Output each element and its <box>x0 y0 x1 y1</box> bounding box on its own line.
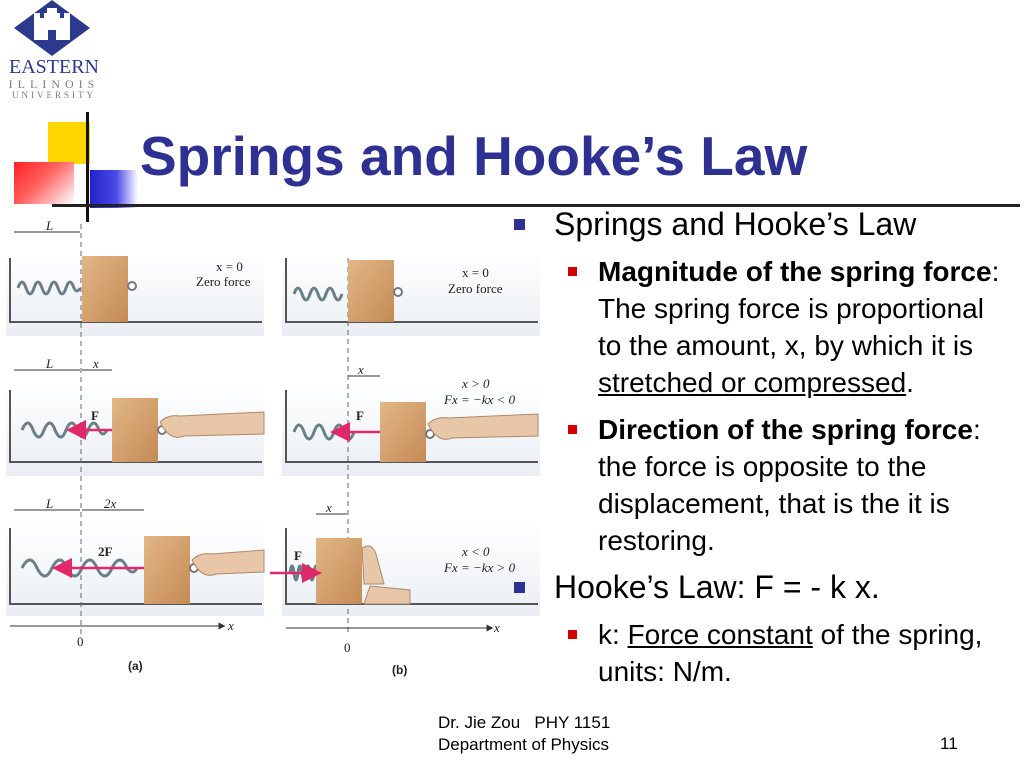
axis-0-b: 0 <box>344 640 351 655</box>
axis-x-b: x <box>494 620 500 635</box>
label-x-a2: x <box>93 356 99 371</box>
block-a3 <box>144 536 190 604</box>
label-xlt0-b3: x < 0 <box>462 544 490 559</box>
label-F-b2: F <box>356 408 364 423</box>
spring-diagram-figure <box>0 218 545 688</box>
hand-a2-icon <box>160 412 264 437</box>
bullet-springs-text: Springs and Hooke’s Law <box>554 206 917 242</box>
logo-eastern-text: EASTERN <box>9 56 99 78</box>
force-constant-text: of the spring, units: N/m. <box>598 619 983 687</box>
label-x-b2: x <box>358 362 364 377</box>
footer-department: Department of Physics <box>438 735 610 754</box>
magnitude-period: . <box>906 367 914 398</box>
block-b3 <box>316 538 362 604</box>
eastern-illinois-logo <box>0 0 105 105</box>
sub-bullet-force-constant <box>514 616 1014 690</box>
label-F-a2: F <box>91 408 99 423</box>
footer-author <box>438 712 610 756</box>
label-2x-a3: 2x <box>104 496 117 511</box>
bullet-list <box>514 206 1014 690</box>
bullet-marker <box>514 219 525 230</box>
block-b1 <box>348 260 394 322</box>
axis-x-a: x <box>228 618 234 633</box>
logo-illinois-text: ILLINOIS <box>8 77 100 91</box>
axis-0-a: 0 <box>77 634 84 649</box>
bullet-hookes-law <box>514 569 1014 606</box>
label-F-b3: F <box>294 548 302 563</box>
caption-a: (a) <box>128 659 143 673</box>
castle-emblem-icon <box>0 0 105 56</box>
label-L-a2: L <box>46 356 54 371</box>
label-fx-b3: Fx = −kx > 0 <box>444 560 516 575</box>
label-x0-a: x = 0 <box>216 259 243 274</box>
label-zero-force-a: Zero force <box>196 274 251 289</box>
footer-author-line: Dr. Jie Zou PHY 1151 <box>438 713 611 732</box>
block-b2 <box>380 402 426 462</box>
label-L-a1: L <box>46 218 54 233</box>
direction-text: : the force is opposite to the displacement, that is the it is restoring. <box>598 414 981 556</box>
force-constant-underlined: Force constant <box>627 619 813 650</box>
block-a2 <box>112 398 158 462</box>
label-fx-b2: Fx = −kx < 0 <box>444 392 516 407</box>
label-L-a3: L <box>46 496 54 511</box>
block-a1 <box>82 256 128 322</box>
sub-bullet-magnitude <box>514 253 1014 401</box>
label-x0-b: x = 0 <box>462 265 489 280</box>
magnitude-underlined: stretched or compressed <box>598 367 907 398</box>
deco-yellow-square <box>48 122 90 164</box>
bullet-marker <box>514 582 525 593</box>
deco-blue-square <box>90 170 138 208</box>
label-2F-a3: 2F <box>98 544 113 559</box>
slide-number: 11 <box>940 734 958 753</box>
hand-a3-icon <box>192 550 264 575</box>
bullet-springs <box>514 206 1014 243</box>
caption-b: (b) <box>392 663 408 677</box>
slide-title: Springs and Hooke’s Law <box>140 125 808 187</box>
direction-heading: Direction of the spring force <box>598 414 973 445</box>
label-xgt0-b2: x > 0 <box>462 376 490 391</box>
sub-bullet-marker <box>568 630 577 639</box>
hookes-law-text: Hooke’s Law: F = - k x. <box>554 569 880 605</box>
logo-university-text: UNIVERSITY <box>12 90 96 100</box>
magnitude-heading: Magnitude of the spring force <box>598 256 992 287</box>
magnitude-text: : The spring force is proportional to the amount, x, by which it is <box>598 256 1000 361</box>
deco-red-square <box>14 162 74 204</box>
k-label: k: <box>598 619 628 650</box>
label-x-b3: x <box>326 500 332 515</box>
sub-bullet-marker <box>568 267 577 276</box>
sub-bullet-marker <box>568 425 577 434</box>
sub-bullet-direction <box>514 411 1014 559</box>
label-zero-force-b: Zero force <box>448 281 503 296</box>
